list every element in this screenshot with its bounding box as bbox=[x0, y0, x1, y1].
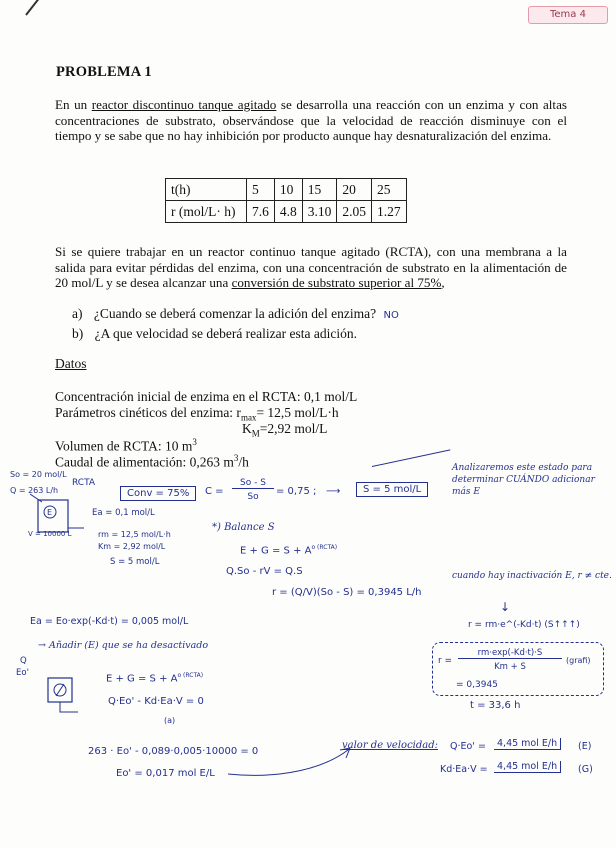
note-reaction2 bbox=[106, 672, 203, 684]
table-row bbox=[166, 201, 407, 223]
question-letter: a) bbox=[72, 306, 83, 321]
reactor-sketch-2 bbox=[38, 672, 88, 720]
table-cell: 10 bbox=[274, 179, 302, 201]
note-ea: Ea = 0,1 mol/L bbox=[92, 508, 155, 518]
km-subscript: M bbox=[251, 428, 260, 439]
note-numeric: 263 · Eo' - 0,089·0,005·10000 = 0 bbox=[88, 746, 259, 757]
note-t-result: t = 33,6 h bbox=[470, 700, 521, 711]
table-cell: t(h) bbox=[166, 179, 247, 201]
note-eo-label: Eo' bbox=[16, 668, 29, 678]
table-cell: 3.10 bbox=[302, 201, 337, 223]
flow-sup: 3 bbox=[233, 453, 239, 463]
question-b bbox=[72, 326, 357, 342]
rmax-subscript: max bbox=[240, 412, 257, 423]
table-cell: 1.27 bbox=[372, 201, 407, 223]
svg-text:E: E bbox=[47, 508, 53, 517]
table-cell: 15 bbox=[302, 179, 337, 201]
note-analiz: Analizaremos este estado para determinar CUÁNDO adicionar más E bbox=[452, 463, 595, 497]
note-balance2-sub: (a) bbox=[164, 716, 176, 725]
param-label: Parámetros cinéticos del enzima: r bbox=[55, 405, 241, 420]
datos-enzyme-concentration: Concentración inicial de enzima en el RCTA: 0,1 mol/L bbox=[55, 389, 358, 404]
km-value: =2,92 mol/L bbox=[259, 421, 328, 436]
question-letter: b) bbox=[72, 326, 84, 341]
reactor-underlined: reactor discontinuo tanque agitado bbox=[91, 97, 277, 112]
table-cell: 25 bbox=[372, 179, 407, 201]
reaction2-text: E + G = S + A bbox=[106, 673, 178, 685]
note-eo-result: Eo' = 0,017 mol E/L bbox=[116, 768, 215, 779]
handwritten-note: NO bbox=[383, 310, 399, 321]
table-cell: 4.8 bbox=[274, 201, 302, 223]
note-vel2-value: 4,45 mol E/h bbox=[494, 761, 561, 773]
note-q-label: Q bbox=[20, 656, 27, 666]
data-table bbox=[165, 178, 407, 223]
note-ea-exp: Ea = Eo·exp(-Kd·t) = 0,005 mol/L bbox=[30, 616, 189, 627]
note-c-lhs: C = bbox=[205, 486, 224, 497]
note-reaction1 bbox=[240, 544, 337, 556]
note-inactivation: cuando hay inactivación E, r ≠ cte. bbox=[452, 571, 612, 581]
table-row bbox=[166, 179, 407, 201]
note-so: So = 20 mol/L bbox=[10, 470, 67, 479]
datos-flow bbox=[55, 453, 249, 471]
table-cell: r (mol/L· h) bbox=[166, 201, 247, 223]
table-cell: 7.6 bbox=[247, 201, 275, 223]
down-arrow-icon: ↓ bbox=[500, 600, 511, 614]
question-text: ¿A que velocidad se deberá realizar esta adición. bbox=[94, 326, 357, 341]
note-vel2-lhs: Kd·Ea·V = bbox=[440, 764, 488, 775]
note-grafi: (grafi) bbox=[566, 656, 591, 665]
intro-paragraph bbox=[55, 97, 567, 144]
datos-volume bbox=[55, 437, 197, 455]
volume-text: Volumen de RCTA: 10 m bbox=[55, 438, 193, 454]
note-vel1-tag: (E) bbox=[578, 741, 592, 752]
problem-title: PROBLEMA 1 bbox=[56, 64, 152, 80]
note-anadir: → Añadir (E) que se ha desactivado bbox=[38, 640, 209, 651]
intro-rest: se desarrolla una reacción con un enzima y con altas concentraciones de substrato, observándose que la velocidad de reacción disminuye con el tiempo y se sabe que no hay inhibición por producto aunque hay desnaturalización del enzima. bbox=[55, 97, 567, 143]
note-valor: valor de velocidad: bbox=[342, 740, 439, 751]
note-frac-num: rm·exp(-Kd·t)·S bbox=[458, 648, 562, 659]
statement-underlined: conversión de substrato superior al 75% bbox=[231, 275, 442, 290]
note-vel2-tag: (G) bbox=[578, 764, 593, 775]
volume-sup: 3 bbox=[192, 437, 197, 447]
note-c-num: So - S bbox=[232, 478, 274, 489]
note-r-val: = 0,3945 bbox=[456, 680, 498, 690]
note-rcta: RCTA bbox=[72, 478, 96, 488]
statement-end: , bbox=[441, 275, 445, 290]
reaction2-sup: o (RCTA) bbox=[177, 672, 204, 679]
statement-paragraph bbox=[55, 244, 567, 291]
topic-tag: Tema 4 bbox=[528, 6, 608, 24]
question-a bbox=[72, 306, 399, 322]
note-balance: *) Balance S bbox=[212, 522, 275, 533]
table-cell: 2.05 bbox=[337, 201, 372, 223]
note-r-eq: r = (Q/V)(So - S) = 0,3945 L/h bbox=[272, 587, 422, 598]
flow-end: /h bbox=[238, 454, 249, 470]
note-vel1-value: 4,45 mol E/h bbox=[494, 738, 561, 750]
reaction1-text: E + G = S + A bbox=[240, 545, 312, 557]
pointer-line bbox=[372, 449, 450, 467]
curved-arrow-icon bbox=[226, 744, 356, 780]
note-s-box: S = 5 mol/L bbox=[356, 482, 428, 497]
note-c-den: So bbox=[247, 492, 259, 502]
table-cell: 5 bbox=[247, 179, 275, 201]
intro-lead: En un bbox=[55, 97, 88, 112]
table-cell: 20 bbox=[337, 179, 372, 201]
rmax-value: = 12,5 mol/L·h bbox=[256, 405, 339, 420]
datos-heading: Datos bbox=[55, 356, 87, 371]
datos-km bbox=[242, 421, 327, 439]
note-s5: S = 5 mol/L bbox=[110, 557, 160, 567]
note-conv-box: Conv = 75% bbox=[120, 486, 196, 501]
note-rm: rm = 12,5 mol/L·h bbox=[98, 530, 171, 539]
note-km: Km = 2,92 mol/L bbox=[98, 542, 166, 551]
note-c-result: = 0,75 ; bbox=[276, 486, 317, 497]
question-text: ¿Cuando se deberá comenzar la adición del enzima? bbox=[93, 306, 377, 321]
note-r-exp: r = rm·e^(-Kd·t) (S↑↑↑) bbox=[468, 620, 580, 630]
note-q: Q = 263 L/h bbox=[10, 486, 59, 495]
reaction1-sup: o (RCTA) bbox=[311, 544, 338, 551]
km-letter: K bbox=[242, 421, 252, 436]
pen-stroke bbox=[25, 0, 41, 16]
note-frac-den: Km + S bbox=[494, 662, 526, 672]
note-frac-label: r = bbox=[438, 656, 453, 666]
note-vel1-lhs: Q·Eo' = bbox=[450, 741, 486, 752]
note-volume: V = 10000 L bbox=[28, 530, 72, 538]
statement-text: Si se quiere trabajar en un reactor continuo tanque agitado (RCTA), con una membrana a la salida para evitar pérdidas del enzima, con una concentración de substrato en la alimentación de 20 mol/L y se desea alcanzar una bbox=[55, 244, 567, 290]
flow-text: Caudal de alimentación: 0,263 m bbox=[55, 454, 234, 470]
note-balance-eq: Q.So - rV = Q.S bbox=[226, 566, 303, 577]
note-balance2: Q·Eo' - Kd·Ea·V = 0 bbox=[108, 696, 204, 707]
arrow-icon: ⟶ bbox=[326, 486, 341, 497]
